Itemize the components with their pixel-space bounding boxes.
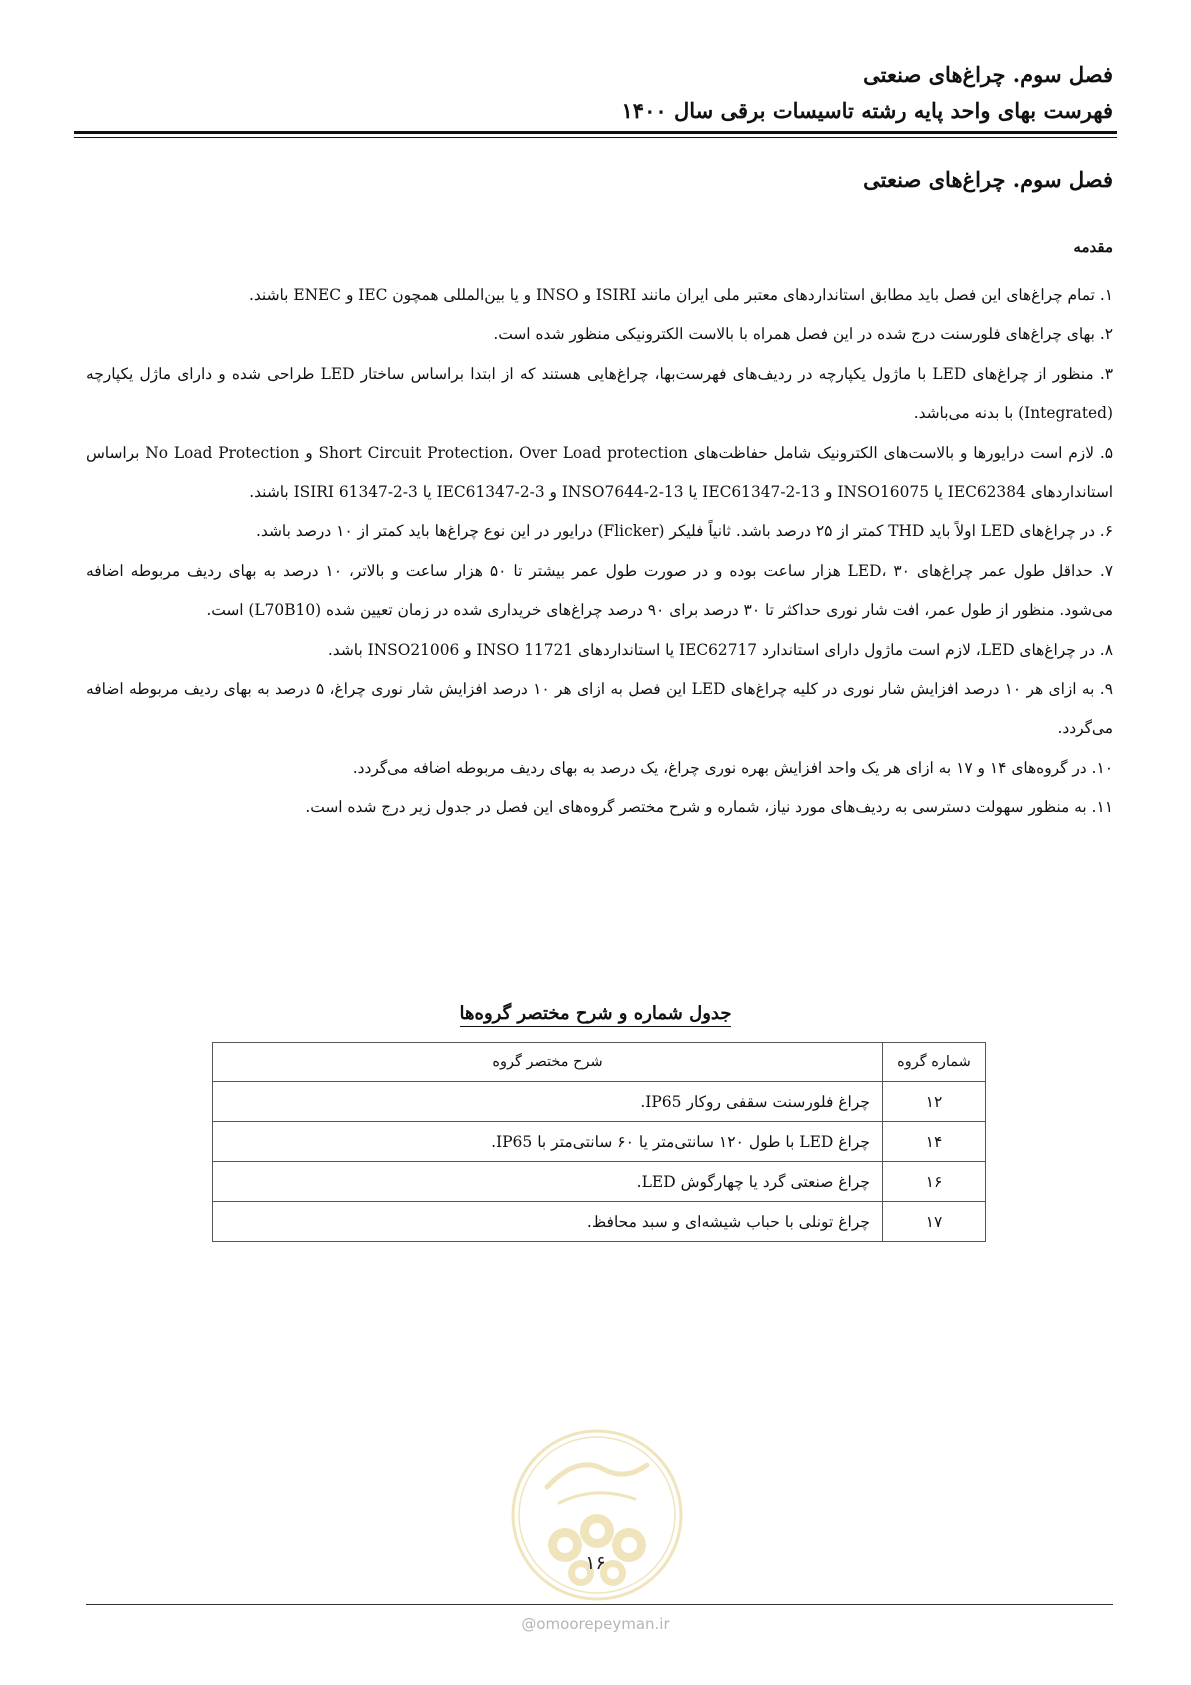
group-table [212,1042,986,1242]
header-chapter-title: فصل سوم. چراغ‌های صنعتی [863,62,1113,87]
header-subtitle: فهرست بهای واحد پایه رشته تاسیسات برقی سال ۱۴۰۰ [621,98,1113,123]
group-number: ۱۷ [883,1202,986,1242]
footer-divider [86,1604,1113,1605]
clause-item: ۱۰. در گروه‌های ۱۴ و ۱۷ به ازای هر یک واحد افزایش بهره نوری چراغ، یک درصد به بهای ردیف مربوطه اضافه می‌گردد. [352,758,1113,777]
clause-item: ۲. بهای چراغ‌های فلورسنت درج شده در این فصل همراه با بالاست الکترونیکی منظور شده است. [493,325,1113,344]
section-title: فصل سوم. چراغ‌های صنعتی [863,167,1113,192]
group-description: چراغ فلورسنت سقفی روکار IP65. [213,1082,883,1122]
table-header-row [213,1043,986,1082]
clause-item: ۸. در چراغ‌های LED، لازم است ماژول دارای استاندارد IEC62717 یا استانداردهای INSO 11721 و INSO21006 باشد. [327,640,1113,659]
group-description: چراغ صنعتی گرد یا چهارگوش LED. [213,1162,883,1202]
table-row [213,1162,986,1202]
watermark-seal-icon [507,1425,687,1605]
group-description: چراغ LED با طول ۱۲۰ سانتی‌متر یا ۶۰ سانتی‌متر با IP65. [213,1122,883,1162]
clause-item: ۱۱. به منظور سهولت دسترسی به ردیف‌های مورد نیاز، شماره و شرح مختصر گروه‌های این فصل در جدول زیر درج شده است. [305,798,1113,817]
clause-list [86,276,1113,828]
clause-item: ۹. به ازای هر ۱۰ درصد افزایش شار نوری در کلیه چراغ‌های LED این فصل به ازای هر ۱۰ درصد افزایش شار نوری چراغ، ۵ درصد به بهای ردیف مربوطه اضافه می‌گردد. [86,680,1113,738]
clause-item: ۶. در چراغ‌های LED اولاً باید THD کمتر از ۲۵ درصد باشد. ثانیاً فلیکر (Flicker) درایور در این نوع چراغ‌ها باید کمتر از ۱۰ درصد باشد. [256,522,1113,541]
header-divider [74,131,1117,134]
group-number: ۱۶ [883,1162,986,1202]
group-number: ۱۴ [883,1122,986,1162]
table-title [0,1003,1191,1024]
table-row [213,1122,986,1162]
header-divider-thin [74,137,1117,138]
table-row [213,1202,986,1242]
clause-item: ۳. منظور از چراغ‌های LED با ماژول یکپارچه در ردیف‌های فهرست‌بها، چراغ‌هایی هستند که از ابتدا براساس ساختار LED طراحی شده و دارای ماژل یکپارچه (Integrated) با بدنه می‌باشد. [86,364,1113,423]
group-description: چراغ تونلی با حباب شیشه‌ای و سبد محافظ. [213,1202,883,1242]
clause-item: ۱. تمام چراغ‌های این فصل باید مطابق استانداردهای معتبر ملی ایران مانند ISIRI و INSO و یا بین‌المللی همچون IEC و ENEC باشند. [248,286,1113,304]
clause-item: ۵. لازم است درایورها و بالاست‌های الکترونیک شامل حفاظت‌های Short Circuit Protection، Over Load protection و No Load Protection براساس استانداردهای IEC62384 یا INSO16075 و IEC61347-2-13 یا INSO7644-2-13 و IEC61347-2-3 یا ISIRI 61347-2-3 باشند. [86,443,1113,502]
column-header-number: شماره گروه [883,1043,986,1082]
table-title-text: جدول شماره و شرح مختصر گروه‌ها [460,1003,732,1027]
intro-heading: مقدمه [1073,238,1113,256]
watermark-site: @omoorepeyman.ir [521,1615,670,1633]
group-number: ۱۲ [883,1082,986,1122]
table-row [213,1082,986,1122]
column-header-description: شرح مختصر گروه [213,1043,883,1082]
page-number: ۱۶ [585,1552,606,1574]
clause-item: ۷. حداقل طول عمر چراغ‌های LED، ۳۰ هزار ساعت بوده و در صورت طول عمر بیشتر تا ۵۰ هزار ساعت و بالاتر، ۱۰ درصد به بهای ردیف مربوطه اضافه می‌شود. منظور از طول عمر، افت شار نوری حداکثر تا ۳۰ درصد برای ۹۰ درصد چراغ‌های خریداری شده در زمان تعیین شده (L70B10) است. [86,561,1114,620]
